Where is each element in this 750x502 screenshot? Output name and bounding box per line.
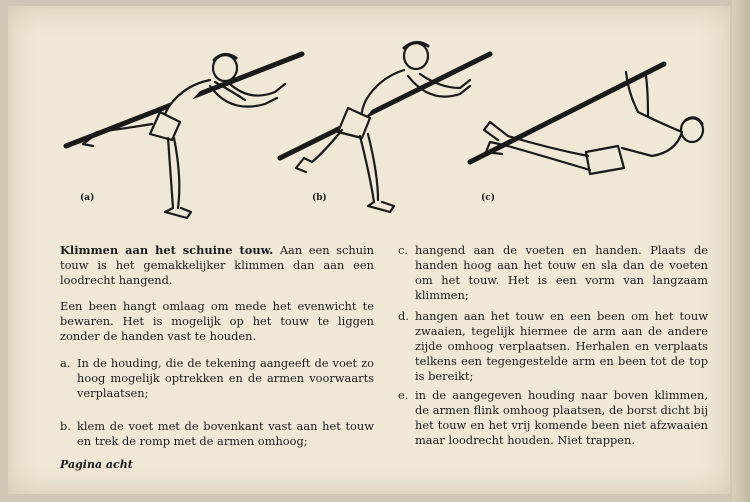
figure-c-illustration xyxy=(466,52,706,202)
figure-a-label: (a) xyxy=(80,193,95,203)
book-spine-edge xyxy=(732,0,750,502)
intro-paragraph xyxy=(60,243,374,288)
list-marker: d. xyxy=(398,309,409,323)
list-item-a xyxy=(60,356,374,402)
list-marker: a. xyxy=(60,356,71,370)
list-item-text: hangend aan de voeten en handen. Plaats de handen hoog aan het touw en sla dan de voeten om het touw. Het is een vorm van langzaam klimmen; xyxy=(415,243,708,302)
figure-b-label: (b) xyxy=(312,193,327,203)
list-item-text: in de aangegeven houding naar boven klimmen, de armen flink omhoog plaatsen, de borst dicht bij het touw en het vrij komende been niet afzwaaien maar loodrecht houden. Niet trappen. xyxy=(415,388,708,447)
balance-paragraph: Een been hangt omlaag om mede het evenwicht te bewaren. Het is mogelijk op het touw te liggen zonder de handen vast te houden. xyxy=(60,299,374,343)
page-number-footer: Pagina acht xyxy=(60,458,133,471)
list-item-e xyxy=(398,388,708,450)
list-marker: e. xyxy=(398,388,409,402)
section-heading: Klimmen aan het schuine touw. xyxy=(60,243,274,257)
list-item-text: hangen aan het touw en een been om het touw zwaaien, tegelijk hiermee de arm aan de andere zijde omhoog verplaatsen. Herhalen en verplaats telkens een tegengestelde arm en been tot de top is bereikt; xyxy=(415,309,708,383)
list-item-d xyxy=(398,309,708,383)
list-item-text: In de houding, die de tekening aangeeft de voet zo hoog mogelijk optrekken en de armen voorwaarts verplaatsen; xyxy=(77,356,374,400)
list-item-b xyxy=(60,419,374,451)
list-marker: c. xyxy=(398,243,409,257)
list-marker: b. xyxy=(60,419,71,433)
book-page xyxy=(8,6,730,494)
list-item-text: klem de voet met de bovenkant vast aan het touw en trek de romp met de armen omhoog; xyxy=(77,419,374,448)
figure-c-label: (c) xyxy=(481,193,495,203)
intro-text: Aan een schuin touw is het gemakkelijker klimmen dan aan een loodrecht hangend. xyxy=(60,243,375,287)
list-item-c xyxy=(398,243,708,302)
